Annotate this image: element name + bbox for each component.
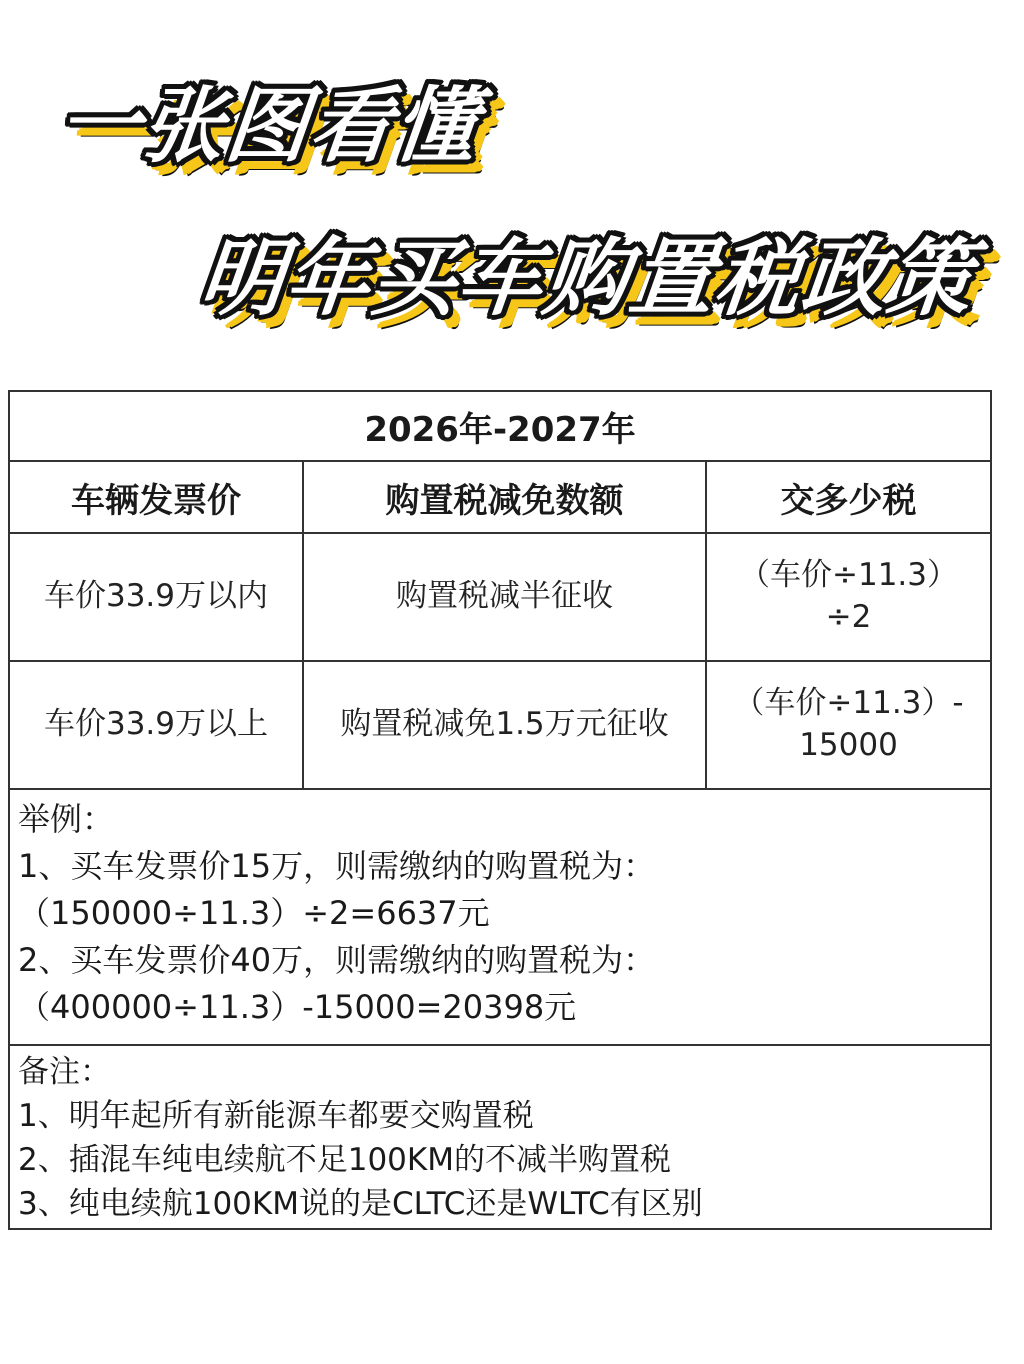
remarks-heading: 备注： xyxy=(18,1054,111,1090)
header-tax-reduction: 购置税减免数额 xyxy=(304,462,707,532)
tax-formula-line2: 15000 xyxy=(799,727,898,763)
tax-formula-cell xyxy=(707,662,990,788)
page-title-line2: 明年买车购置税政策 xyxy=(194,229,980,327)
remarks-section xyxy=(10,1046,990,1228)
tax-policy-table xyxy=(8,390,992,1230)
example-heading: 举例： xyxy=(18,800,115,838)
table-row xyxy=(10,534,990,662)
example-line: （400000÷11.3）-15000=20398元 xyxy=(18,988,577,1026)
price-cell: 车价33.9万以上 xyxy=(10,662,304,788)
example-section xyxy=(10,790,990,1046)
reduction-cell: 购置税减半征收 xyxy=(304,534,707,660)
tax-formula-line2: ÷2 xyxy=(825,599,872,635)
table-row xyxy=(10,662,990,790)
price-cell: 车价33.9万以内 xyxy=(10,534,304,660)
table-header-row xyxy=(10,462,990,534)
remark-line: 1、明年起所有新能源车都要交购置税 xyxy=(18,1098,534,1134)
example-line: 2、买车发票价40万，则需缴纳的购置税为： xyxy=(18,941,656,979)
remark-line: 2、插混车纯电续航不足100KM的不减半购置税 xyxy=(18,1142,671,1178)
example-line: （150000÷11.3）÷2=6637元 xyxy=(18,894,490,932)
remark-line: 3、纯电续航100KM说的是CLTC还是WLTC有区别 xyxy=(18,1186,703,1222)
header-invoice-price: 车辆发票价 xyxy=(10,462,304,532)
header-tax-payable: 交多少税 xyxy=(780,480,917,521)
tax-formula-cell xyxy=(707,534,990,660)
table-period-row xyxy=(10,392,990,462)
period-label: 2026年-2027年 xyxy=(364,409,636,450)
example-line: 1、买车发票价15万，则需缴纳的购置税为： xyxy=(18,847,656,885)
page-title-line1: 一张图看懂 xyxy=(53,79,484,174)
tax-formula-line1: （车价÷11.3） xyxy=(739,557,958,594)
reduction-cell: 购置税减免1.5万元征收 xyxy=(304,662,707,788)
tax-formula-line1: （车价÷11.3）- xyxy=(733,685,964,722)
